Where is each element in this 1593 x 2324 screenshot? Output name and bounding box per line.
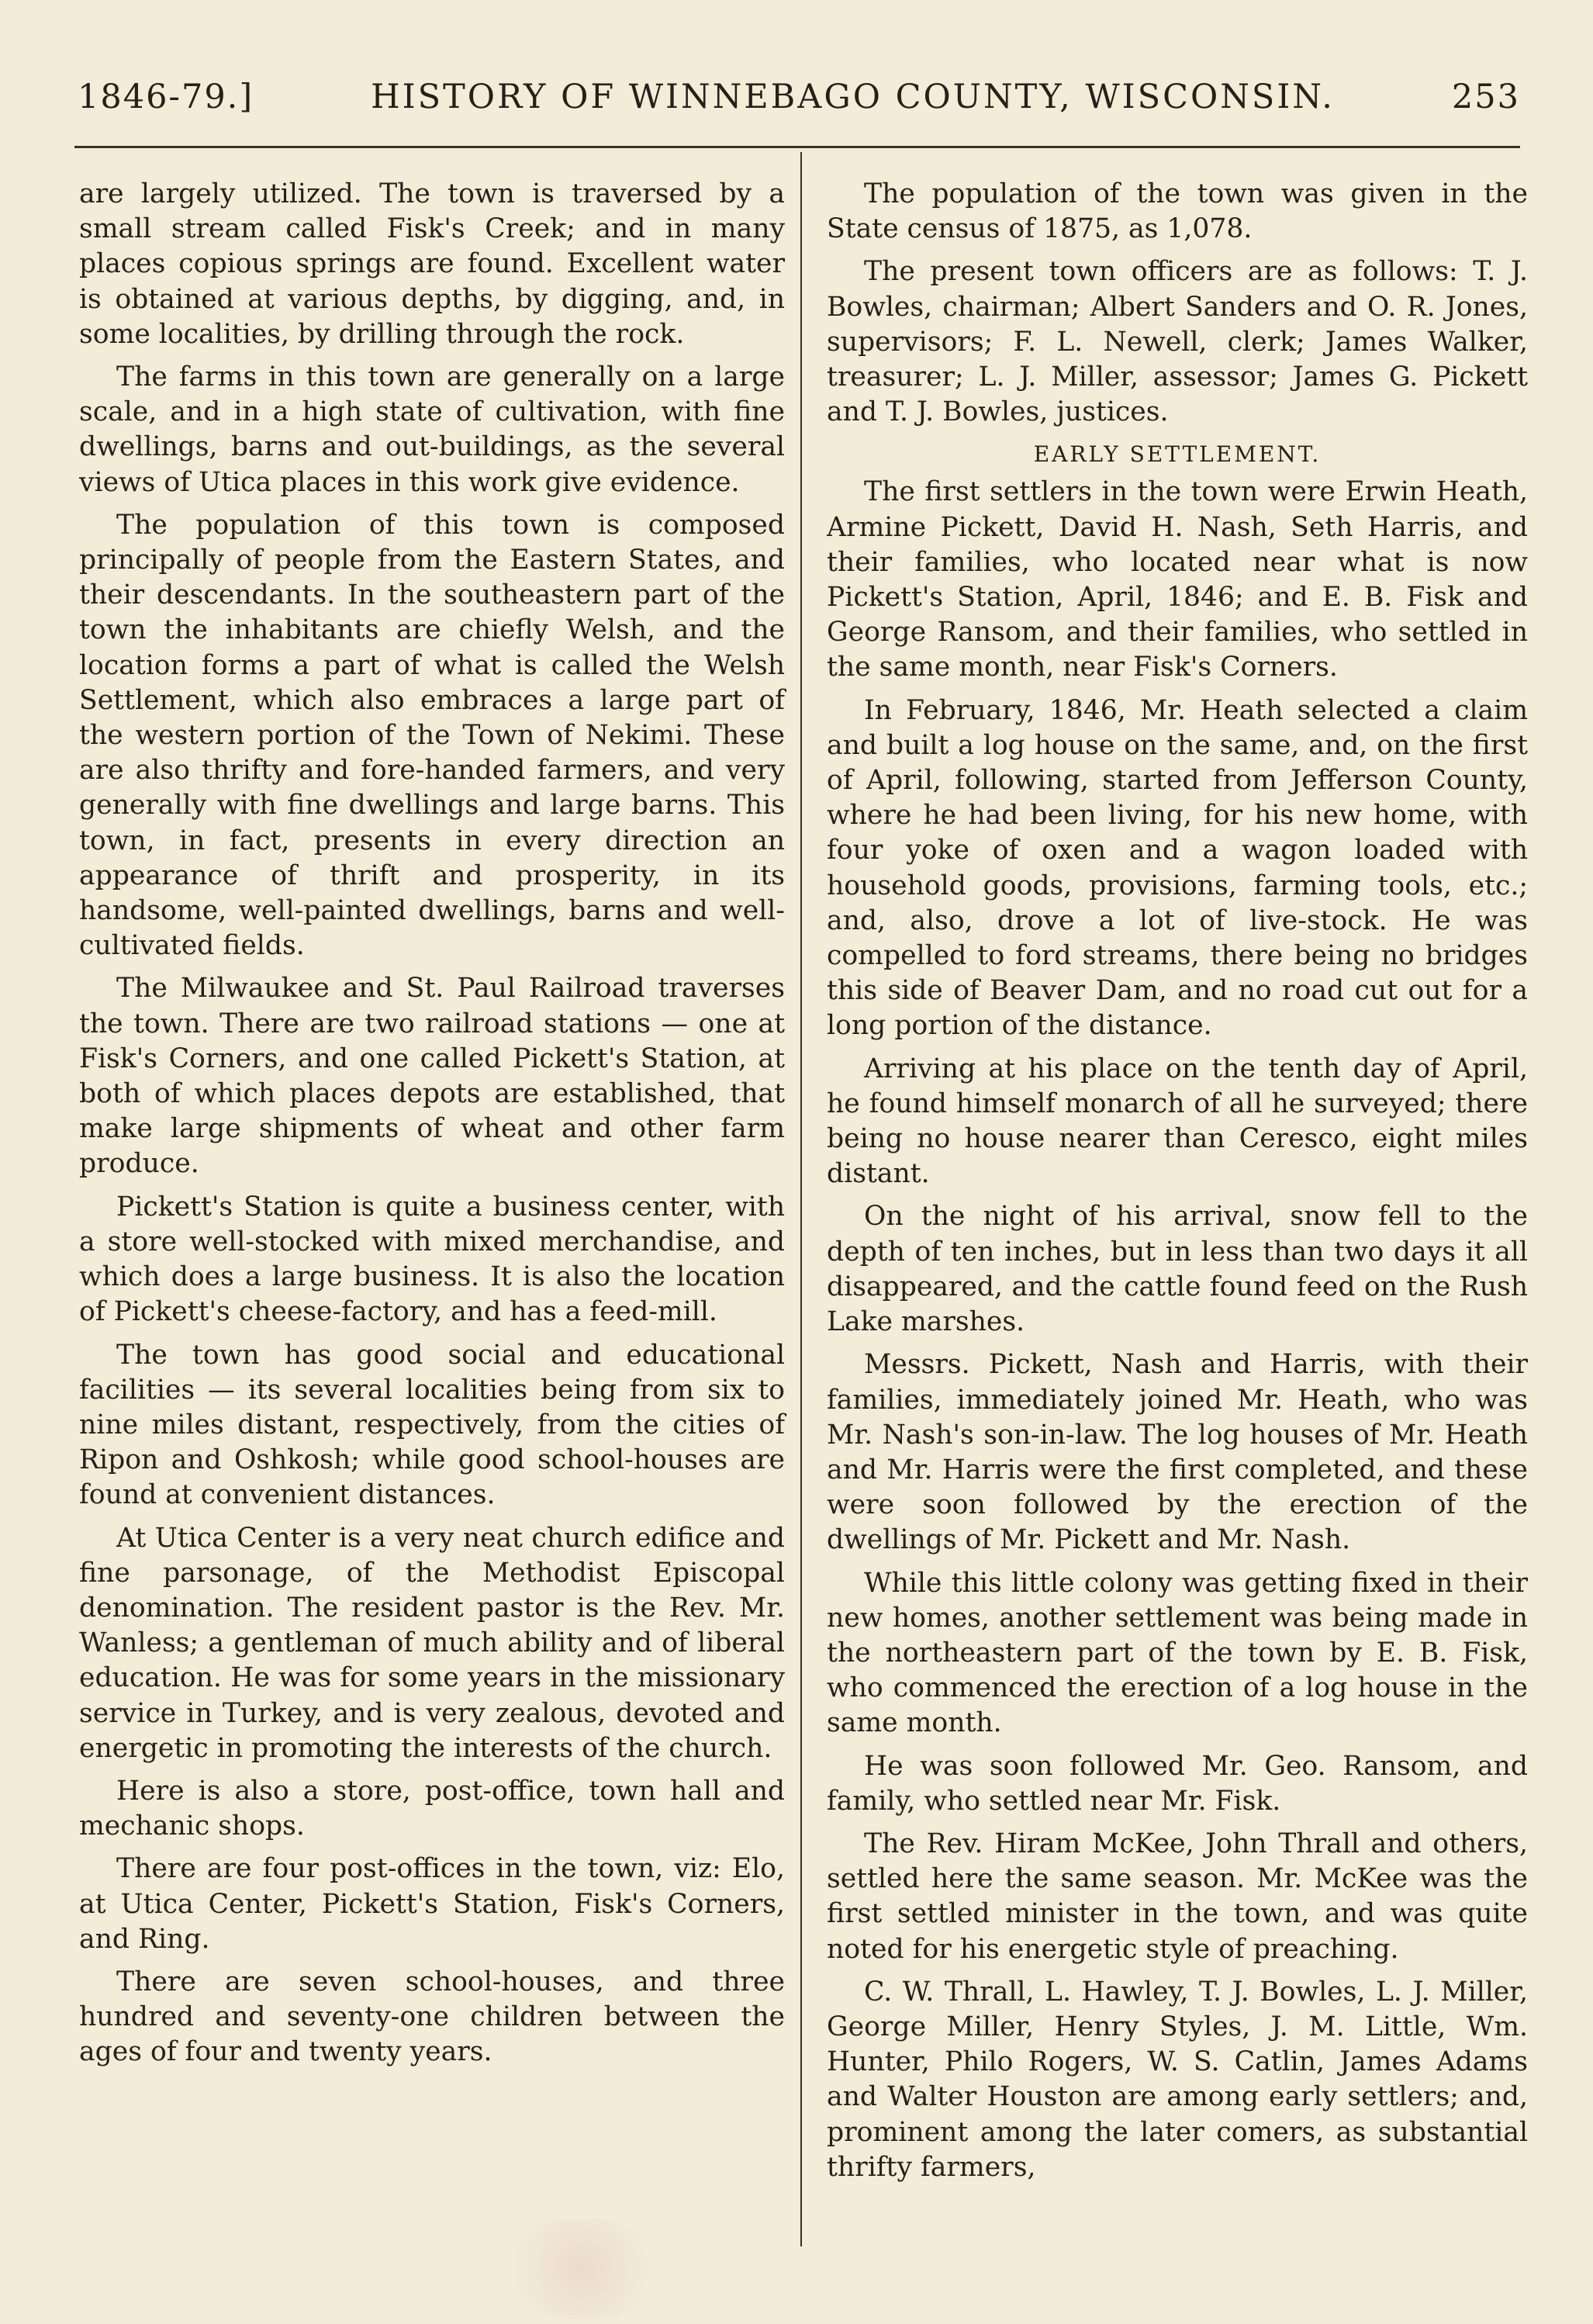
running-header	[78, 78, 1520, 124]
paragraph: At Utica Center is a very neat church edifice and fine parsonage, of the Methodist Episcopal denomination. The resident pastor is the Rev. Mr. Wanless; a gentleman of much ability and of liberal education. He was for some years in the missionary service in Turkey, and is very zealous, devoted and energetic in promoting the interests of the church.	[79, 1522, 785, 1764]
paragraph: There are seven school-houses, and three hundred and seventy-one children between the ages of four and twenty years.	[79, 1966, 785, 2068]
paragraph: He was soon followed Mr. Geo. Ransom, and family, who settled near Mr. Fisk.	[827, 1750, 1528, 1817]
header-rule	[74, 146, 1520, 148]
right-column	[827, 177, 1528, 2193]
paragraph: The population of the town was given in the State census of 1875, as 1,078.	[827, 178, 1528, 245]
paragraph: The first settlers in the town were Erwin Heath, Armine Pickett, David H. Nash, Seth Harris, and their families, who located near what is now Pickett's Station, April, 1846; and E. B. Fisk and George Ransom, and their families, who settled in the same month, near Fisk's Corners.	[827, 476, 1528, 683]
left-column	[79, 177, 785, 2078]
paragraph: The town has good social and educational facilities — its several localities being from six to nine miles distant, respectively, from the cities of Ripon and Oshkosh; while good school-houses are found at convenient distances.	[79, 1339, 785, 1511]
paragraph: The Milwaukee and St. Paul Railroad traverses the town. There are two railroad stations — one at Fisk's Corners, and one called Pickett's Station, at both of which places depots are established, that make large shipments of wheat and other farm produce.	[79, 973, 785, 1180]
header-title: HISTORY OF WINNEBAGO COUNTY, WISCONSIN.	[371, 78, 1335, 116]
paragraph: In February, 1846, Mr. Heath selected a claim and built a log house on the same, and, on the first of April, following, started from Jefferson County, where he had been living, for his new home, with four yoke of oxen and a wagon loaded with household goods, provisions, farming tools, etc.; and, also, drove a lot of live-stock. He was compelled to ford streams, there being no bridges this side of Beaver Dam, and no road cut out for a long portion of the distance.	[827, 694, 1528, 1042]
paragraph: The present town officers are as follows: T. J. Bowles, chairman; Albert Sanders and O. R. Jones, supervisors; F. L. Newell, clerk; James Walker, treasurer; L. J. Miller, assessor; James G. Pickett and T. J. Bowles, justices.	[827, 256, 1528, 428]
paragraph: While this little colony was getting fixed in their new homes, another settlement was being made in the northeastern part of the town by E. B. Fisk, who commenced the erection of a log house in the same month.	[827, 1567, 1528, 1739]
paragraph: There are four post-offices in the town, viz: Elo, at Utica Center, Pickett's Station, Fisk's Corners, and Ring.	[79, 1853, 785, 1955]
paragraph: Here is also a store, post-office, town hall and mechanic shops.	[79, 1775, 785, 1842]
paragraph: The population of this town is composed principally of people from the Eastern States, and their descendants. In the southeastern part of the town the inhabitants are chiefly Welsh, and the location forms a part of what is called the Welsh Settlement, which also embraces a large part of the western portion of the Town of Nekimi. These are also thrifty and fore-handed farmers, and very generally with fine dwellings and large barns. This town, in fact, presents in every direction an appearance of thrift and prosperity, in its handsome, well-painted dwellings, barns and well-cultivated fields.	[79, 509, 785, 962]
header-date-range: 1846-79.]	[78, 78, 254, 116]
section-heading: EARLY SETTLEMENT.	[1033, 441, 1322, 468]
paragraph: are largely utilized. The town is traversed by a small stream called Fisk's Creek; and in many places copious springs are found. Excellent water is obtained at various depths, by digging, and, in some localities, by drilling through the rock.	[79, 178, 785, 350]
paragraph: Arriving at his place on the tenth day of April, he found himself monarch of all he surveyed; there being no house nearer than Ceresco, eight miles distant.	[827, 1053, 1528, 1190]
paragraph: C. W. Thrall, L. Hawley, T. J. Bowles, L. J. Miller, George Miller, Henry Styles, J. M. Little, Wm. Hunter, Philo Rogers, W. S. Catlin, James Adams and Walter Houston are among early settlers; and, prominent among the later comers, as substantial thrifty farmers,	[827, 1976, 1528, 2183]
paragraph: On the night of his arrival, snow fell to the depth of ten inches, but in less than two days it all disappeared, and the cattle found feed on the Rush Lake marshes.	[827, 1201, 1528, 1338]
paragraph: The farms in this town are generally on a large scale, and in a high state of cultivation, with fine dwellings, barns and out-buildings, as the several views of Utica places in this work give evidence.	[79, 361, 785, 498]
paragraph: Pickett's Station is quite a business center, with a store well-stocked with mixed merchandise, and which does a large business. It is also the location of Pickett's cheese-factory, and has a feed-mill.	[79, 1191, 785, 1328]
paragraph: Messrs. Pickett, Nash and Harris, with their families, immediately joined Mr. Heath, who was Mr. Nash's son-in-law. The log houses of Mr. Heath and Mr. Harris were the first completed, and these were soon followed by the erection of the dwellings of Mr. Pickett and Mr. Nash.	[827, 1349, 1528, 1556]
column-divider	[800, 152, 802, 2246]
page-number: 253	[1451, 78, 1520, 116]
library-stamp-mark	[496, 2219, 667, 2319]
paragraph: The Rev. Hiram McKee, John Thrall and others, settled here the same season. Mr. McKee was the first settled minister in the town, and was quite noted for his energetic style of preaching.	[827, 1828, 1528, 1965]
